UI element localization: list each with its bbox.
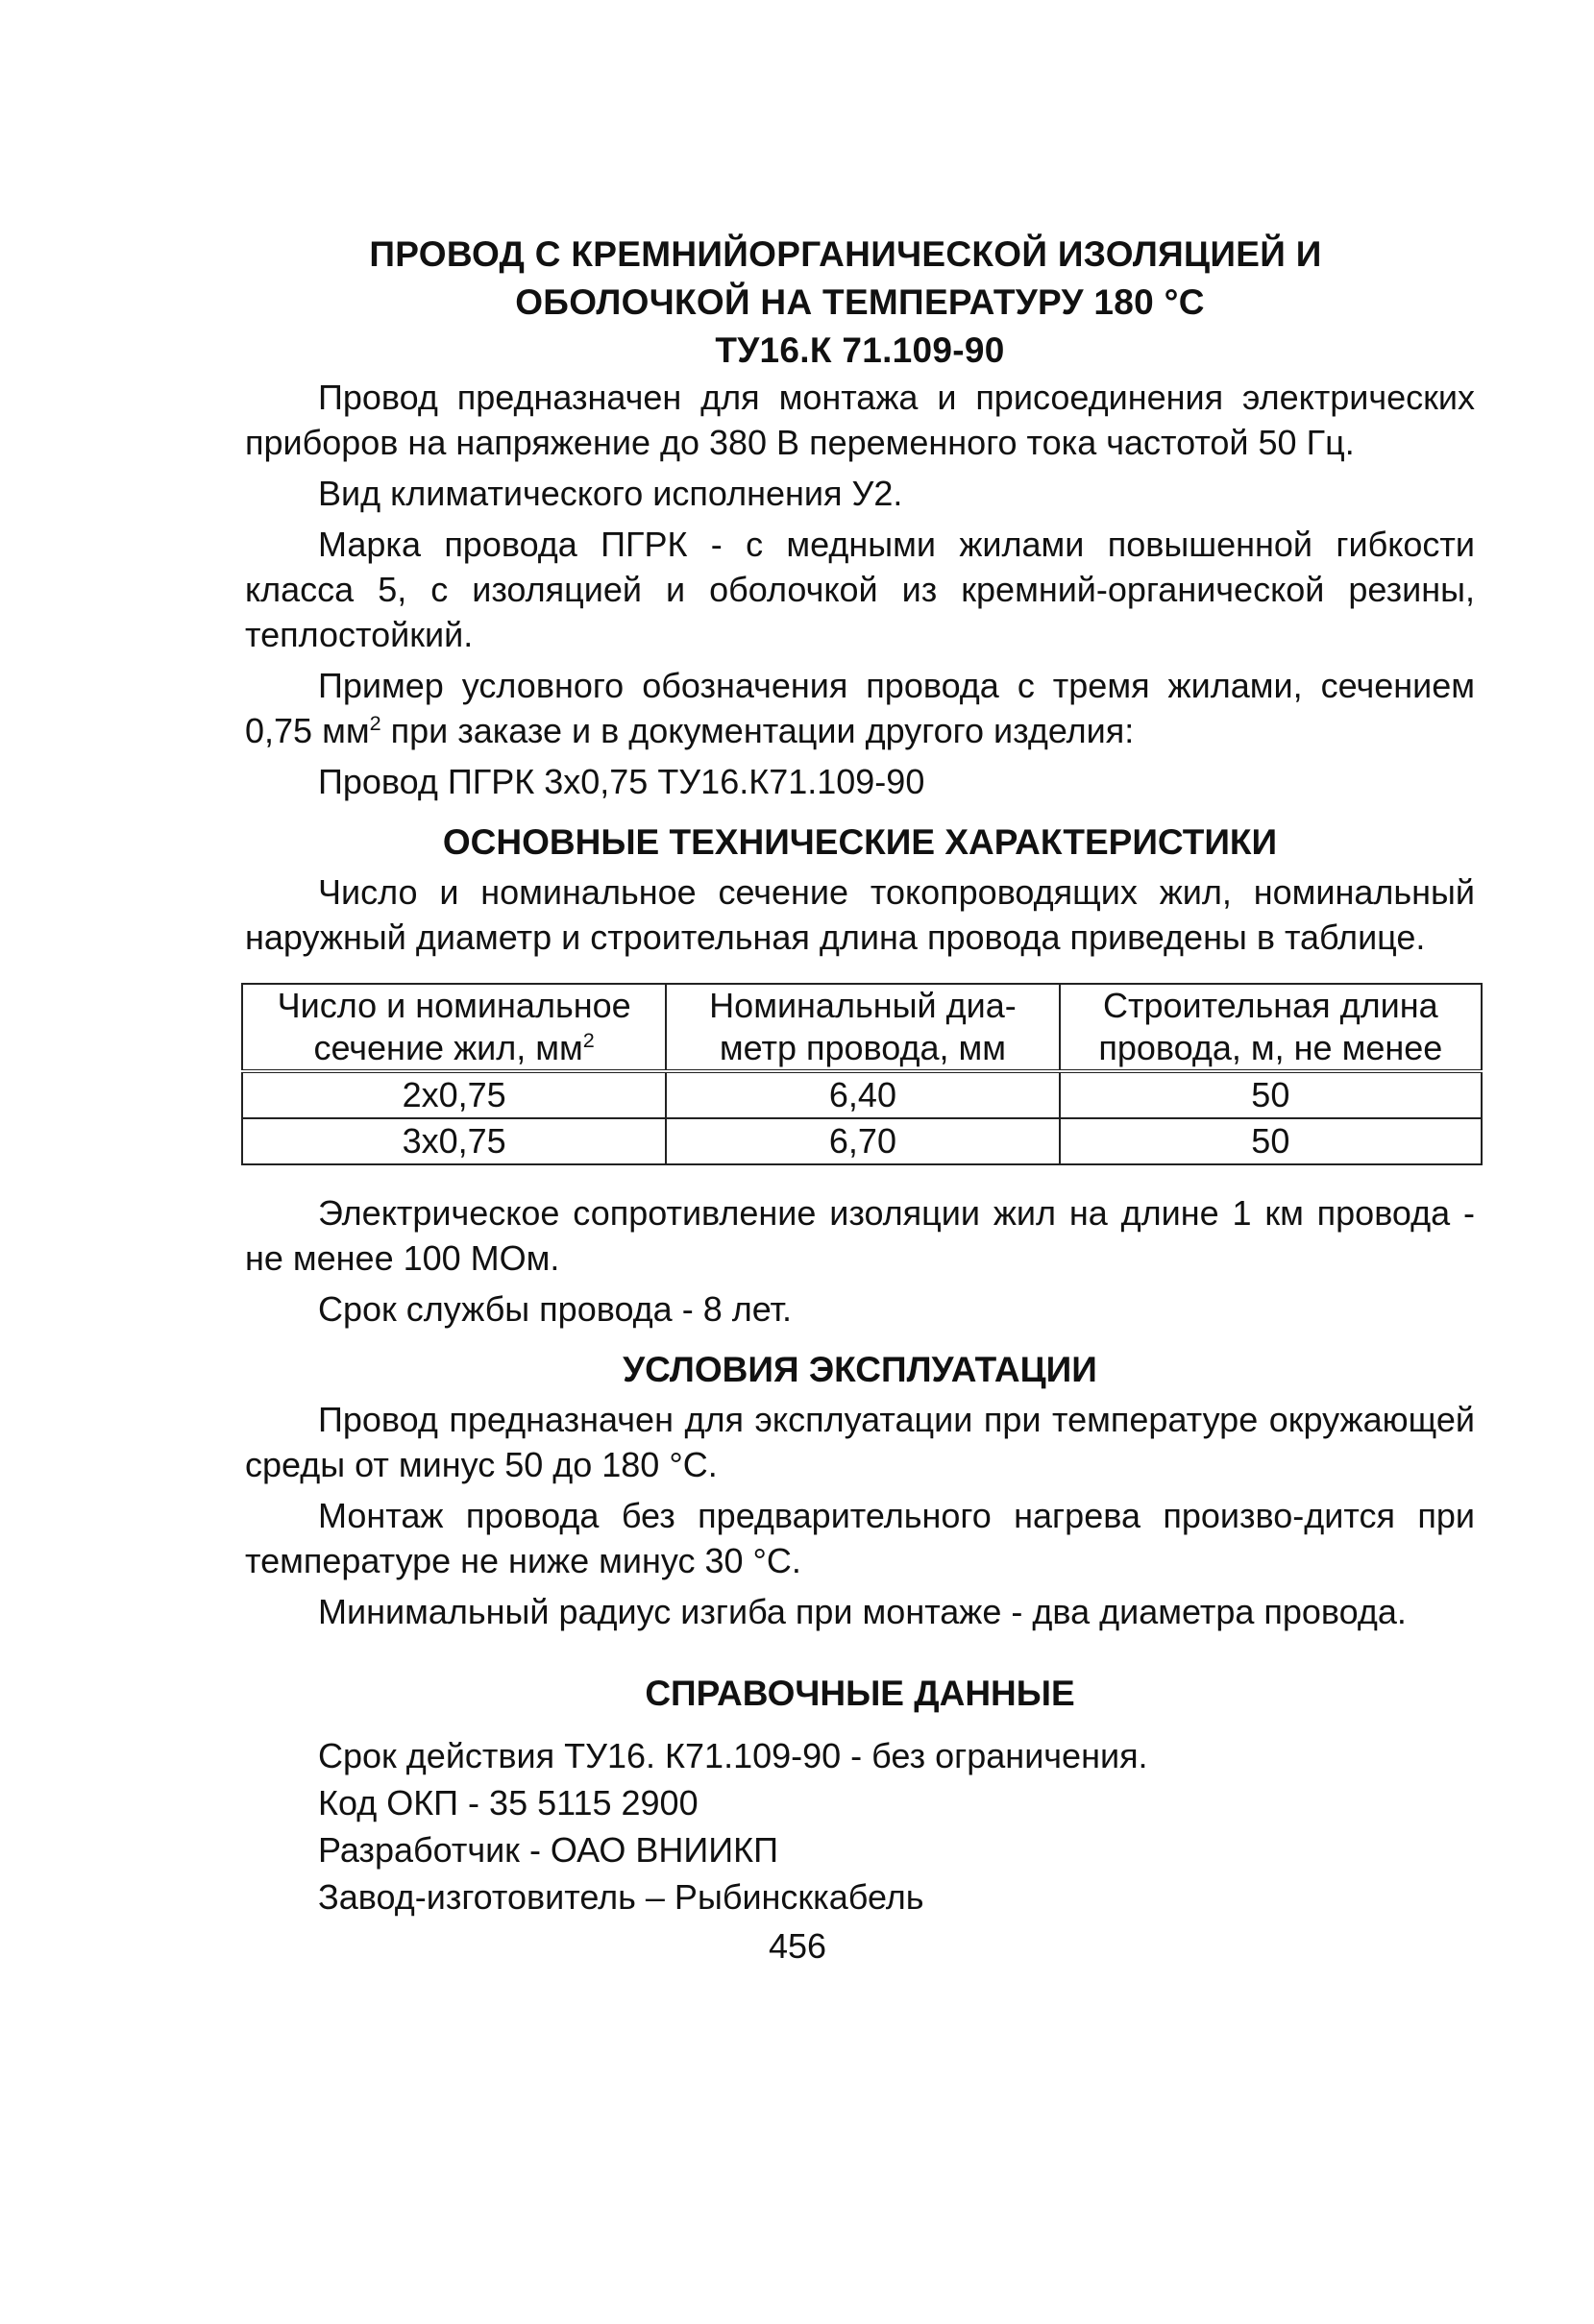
climate-paragraph: Вид климатического исполнения У2. <box>318 474 903 513</box>
doc-title-line-2: ОБОЛОЧКОЙ НА ТЕМПЕРАТУРУ 180 °С <box>515 282 1205 322</box>
ref-validity: Срок действия ТУ16. К71.109-90 - без ограничения. <box>318 1736 1148 1775</box>
specs-intro-paragraph: Число и номинальное сечение токопроводящих жил, номинальный наружный диаметр и строительная длина провода приведены в таблице. <box>245 872 1475 957</box>
section-heading-specs: ОСНОВНЫЕ ТЕХНИЧЕСКИЕ ХАРАКТЕРИСТИКИ <box>442 822 1278 862</box>
example-text-a: Пример условного обозначения провода с тремя жилами, сечением 0,75 мм <box>245 666 1475 750</box>
table-cell-diameter: 6,40 <box>666 1071 1059 1118</box>
table-cell-section: 2х0,75 <box>242 1071 666 1118</box>
resistance-paragraph: Электрическое сопротивление изоляции жил на длине 1 км провода - не менее 100 МОм. <box>245 1193 1475 1278</box>
example-text-b: при заказе и в документации другого изделия: <box>380 711 1135 750</box>
table-row <box>242 1118 1482 1164</box>
spec-table <box>241 983 1483 1165</box>
example-paragraph <box>245 663 1475 753</box>
doc-title-line-1: ПРОВОД С КРЕМНИЙОРГАНИЧЕСКОЙ ИЗОЛЯЦИЕЙ И <box>369 234 1322 274</box>
table-cell-length: 50 <box>1060 1118 1482 1164</box>
example-superscript: 2 <box>369 711 381 735</box>
table-cell-diameter: 6,70 <box>666 1118 1059 1164</box>
ref-developer: Разработчик - ОАО ВНИИКП <box>318 1830 778 1870</box>
spec-table-header-row <box>242 984 1482 1071</box>
example-code-paragraph: Провод ПГРК 3х0,75 ТУ16.К71.109-90 <box>318 762 925 801</box>
spec-table-header-section: Число и номинальное сечение жил, $мм^2$ <box>242 984 666 1071</box>
table-cell-length: 50 <box>1060 1071 1482 1118</box>
section-heading-operation: УСЛОВИЯ ЭКСПЛУАТАЦИИ <box>623 1350 1097 1389</box>
spec-table-header-diameter: Номинальный диа- метр провода, мм <box>666 984 1059 1071</box>
operation-install-paragraph: Монтаж провода без предварительного нагрева произво-дится при температуре не ниже минус 30 °С. <box>245 1496 1475 1580</box>
doc-title-spec-code: ТУ16.К 71.109-90 <box>715 330 1005 370</box>
purpose-paragraph: Провод предназначен для монтажа и присоединения электрических приборов на напряжение до 380 В переменного тока частотой 50 Гц. <box>245 378 1475 462</box>
service-life-paragraph: Срок службы провода - 8 лет. <box>318 1289 793 1329</box>
ref-okp-code: Код ОКП - 35 5115 2900 <box>318 1783 699 1823</box>
ref-manufacturer: Завод-изготовитель – Рыбинсккабель <box>318 1877 924 1917</box>
table-cell-section: 3х0,75 <box>242 1118 666 1164</box>
operation-temp-paragraph: Провод предназначен для эксплуатации при температуре окружающей среды от минус 50 до 180 °С. <box>245 1400 1475 1484</box>
page-number: 456 <box>768 1926 827 1966</box>
spec-table-header-length: Строительная длина провода, м, не менее <box>1060 984 1482 1071</box>
table-row <box>242 1071 1482 1118</box>
brand-paragraph: Марка провода ПГРК - с медными жилами повышенной гибкости класса 5, с изоляцией и оболочкой из кремний-органической резины, теплостойкий. <box>245 525 1475 654</box>
section-heading-reference: СПРАВОЧНЫЕ ДАННЫЕ <box>645 1674 1075 1713</box>
operation-bend-paragraph: Минимальный радиус изгиба при монтаже - два диаметра провода. <box>318 1592 1407 1631</box>
document-page <box>245 231 1475 1970</box>
